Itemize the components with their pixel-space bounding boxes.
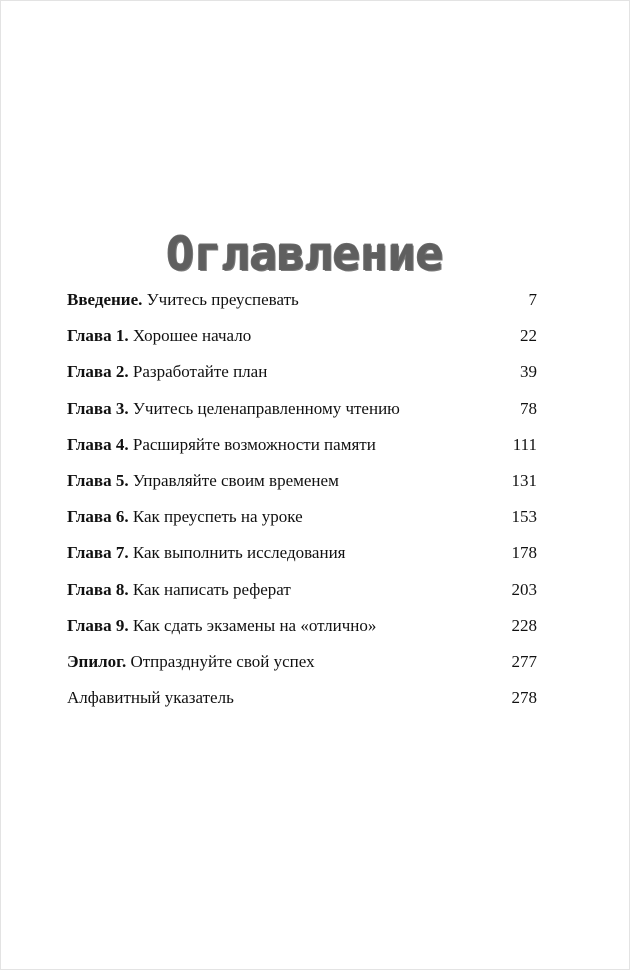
- toc-page-number: 153: [511, 507, 537, 527]
- toc-page-number: 277: [511, 651, 537, 671]
- toc-entry-label: Глава 1.: [67, 326, 129, 346]
- toc-entry-text: Расширяйте возможности памяти: [132, 434, 376, 454]
- toc-entry-chapter-9[interactable]: [67, 615, 537, 651]
- toc-entry-chapter-3[interactable]: [67, 398, 537, 434]
- toc-entry-chapter-6[interactable]: [67, 506, 537, 542]
- table-of-contents: [67, 289, 537, 723]
- toc-entry-text: Управляйте своим временем: [132, 470, 339, 490]
- toc-page-number: 228: [511, 615, 537, 635]
- toc-page-number: 131: [511, 470, 537, 490]
- toc-entry-chapter-5[interactable]: [67, 470, 537, 506]
- toc-entry-title: [67, 615, 376, 637]
- toc-entry-label: Эпилог.: [67, 651, 127, 671]
- toc-entry-text: Алфавитный указатель: [67, 688, 234, 708]
- toc-page-number: 39: [520, 362, 537, 382]
- toc-entry-text: Учитесь целенаправленному чтению: [132, 398, 400, 418]
- toc-entry-text: Как сдать экзамены на «отлично»: [132, 615, 377, 635]
- toc-entry-label: Глава 5.: [67, 470, 129, 490]
- toc-entry-label: Глава 3.: [67, 398, 129, 418]
- toc-entry-label: Введение.: [67, 290, 143, 309]
- toc-entry-title: [67, 579, 291, 601]
- toc-entry-intro[interactable]: [67, 289, 537, 325]
- toc-entry-text: Учитесь преуспевать: [146, 290, 299, 309]
- toc-entry-title: [67, 506, 303, 528]
- page-title: Оглавление: [166, 226, 444, 281]
- toc-entry-label: Глава 7.: [67, 543, 129, 563]
- toc-entry-label: Глава 2.: [67, 362, 129, 382]
- toc-page-number: 22: [520, 326, 537, 346]
- toc-entry-text: Разработайте план: [132, 362, 268, 382]
- toc-entry-text: Как выполнить исследования: [132, 543, 346, 563]
- toc-entry-title: [67, 434, 376, 456]
- toc-page-number: 278: [511, 688, 537, 708]
- toc-entry-chapter-4[interactable]: [67, 434, 537, 470]
- toc-entry-text: Как написать реферат: [132, 579, 291, 599]
- toc-entry-text: Отпразднуйте свой успех: [130, 651, 315, 671]
- toc-entry-title: [67, 542, 345, 564]
- toc-entry-chapter-7[interactable]: [67, 542, 537, 578]
- toc-page-number: 111: [512, 434, 537, 454]
- toc-entry-title: [67, 687, 234, 709]
- toc-entry-index[interactable]: [67, 687, 537, 723]
- toc-entry-label: Глава 6.: [67, 507, 129, 527]
- toc-entry-title: [67, 289, 299, 311]
- toc-entry-text: Хорошее начало: [132, 326, 252, 346]
- toc-entry-title: [67, 651, 315, 673]
- toc-entry-label: Глава 4.: [67, 434, 129, 454]
- toc-entry-text: Как преуспеть на уроке: [132, 507, 303, 527]
- toc-entry-title: [67, 470, 339, 492]
- toc-entry-epilogue[interactable]: [67, 651, 537, 687]
- toc-entry-chapter-1[interactable]: [67, 325, 537, 361]
- toc-entry-title: [67, 361, 267, 383]
- toc-page-number: 178: [511, 543, 537, 563]
- toc-entry-label: Глава 8.: [67, 579, 129, 599]
- toc-entry-chapter-2[interactable]: [67, 361, 537, 397]
- toc-entry-label: Глава 9.: [67, 615, 129, 635]
- toc-entry-chapter-8[interactable]: [67, 579, 537, 615]
- toc-page-number: 78: [520, 398, 537, 418]
- toc-page-number: 7: [528, 290, 537, 309]
- toc-entry-title: [67, 398, 400, 420]
- toc-page-number: 203: [511, 579, 537, 599]
- toc-entry-title: [67, 325, 251, 347]
